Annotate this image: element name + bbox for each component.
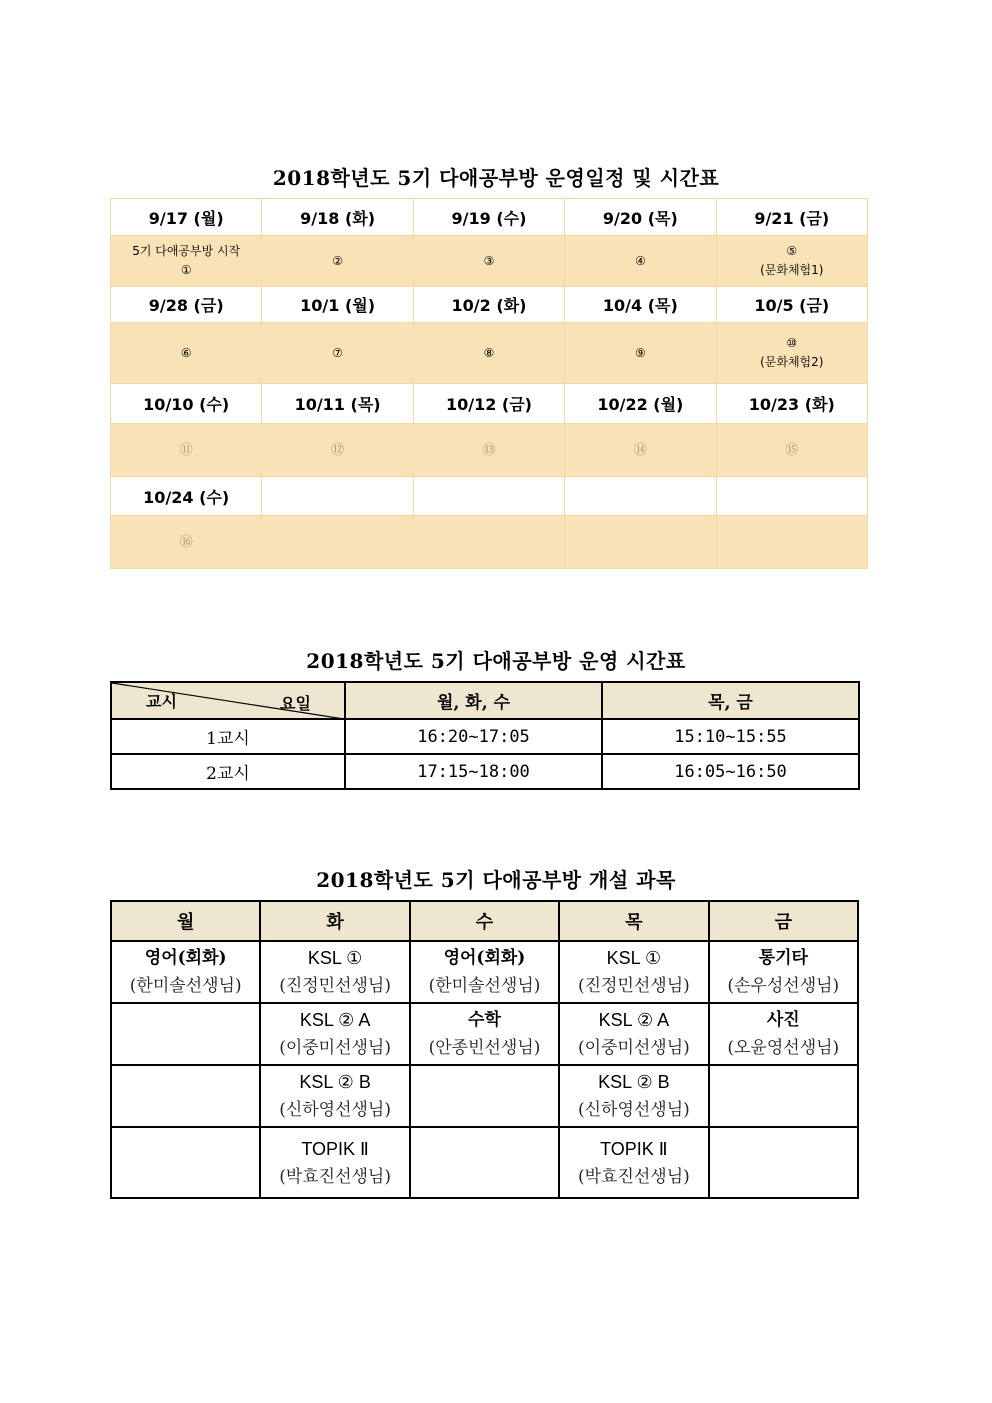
session-cell	[565, 424, 716, 477]
session-label: ⑬	[482, 442, 496, 458]
date-row	[111, 199, 868, 236]
teacher-name: (오윤영선생님)	[727, 1038, 840, 1058]
session-cell	[716, 424, 867, 477]
empty-subject-cell	[709, 1065, 858, 1127]
session-cell	[111, 424, 262, 477]
timetable-title: 2018학년도 5기 다애공부방 운영 시간표	[306, 649, 686, 673]
session-cell	[565, 236, 716, 287]
session-row	[111, 424, 868, 477]
session-label: (문화체험2)	[760, 355, 824, 369]
empty-date-cell	[716, 477, 867, 516]
session-label: ⑭	[633, 442, 647, 458]
session-cell	[565, 323, 716, 384]
teacher-name: (박효진선생님)	[279, 1166, 391, 1187]
session-label: ⑦	[332, 345, 343, 360]
teacher-name: (이중미선생님)	[577, 1038, 690, 1058]
day-header: 금	[709, 901, 858, 941]
session-label: ⑥	[180, 345, 192, 360]
session-cell	[413, 424, 564, 477]
session-row	[111, 236, 868, 287]
day-header: 목	[559, 901, 708, 941]
date-row	[111, 384, 868, 424]
subject-name: 사진	[766, 1010, 800, 1030]
empty-session-cell	[262, 516, 413, 569]
corner-label-period: 교시	[146, 692, 177, 711]
subject-cell	[410, 941, 559, 1003]
date-row	[111, 477, 868, 516]
subject-cell	[260, 941, 409, 1003]
subject-name: 수학	[468, 1010, 501, 1030]
empty-subject-cell	[410, 1127, 559, 1198]
subject-name: KSL ①	[606, 948, 662, 968]
subject-cell	[559, 1003, 708, 1065]
teacher-name: (신하영선생님)	[577, 1100, 690, 1120]
time-cell: 17:15~18:00	[345, 754, 602, 789]
date-row	[111, 287, 868, 323]
date-cell: 9/28 (금)	[111, 287, 262, 323]
session-row	[111, 323, 868, 384]
day-header-row	[111, 901, 858, 941]
session-label: ⑨	[634, 345, 646, 360]
session-cell	[262, 323, 413, 384]
subject-cell	[260, 1003, 409, 1065]
date-cell: 9/21 (금)	[716, 199, 867, 236]
schedule-title: 2018학년도 5기 다애공부방 운영일정 및 시간표	[272, 166, 720, 190]
session-label: 5기 다애공부방 시작	[132, 244, 241, 258]
session-label: ⑤	[786, 244, 798, 258]
session-cell	[111, 516, 262, 569]
session-label: ⑧	[483, 345, 495, 360]
date-cell: 9/20 (목)	[565, 199, 716, 236]
subject-cell	[559, 941, 708, 1003]
session-cell	[111, 323, 262, 384]
teacher-name: (한미솔선생님)	[428, 976, 541, 996]
teacher-name: (박효진선생님)	[577, 1166, 690, 1187]
subject-name: 영어(회화)	[443, 948, 526, 968]
date-cell: 10/24 (수)	[111, 477, 262, 516]
date-cell: 10/1 (월)	[262, 287, 413, 323]
subject-cell	[559, 1127, 708, 1198]
teacher-name: (신하영선생님)	[279, 1100, 391, 1120]
session-label: ③	[483, 253, 495, 268]
session-label: ⑩	[786, 336, 798, 350]
empty-subject-cell	[111, 1065, 260, 1127]
table-row	[111, 719, 859, 754]
date-cell: 9/19 (수)	[413, 199, 564, 236]
date-cell: 10/22 (월)	[565, 384, 716, 424]
session-cell	[716, 236, 867, 287]
session-row	[111, 516, 868, 569]
teacher-name: (한미솔선생님)	[129, 976, 242, 996]
empty-date-cell	[262, 477, 413, 516]
session-cell	[413, 323, 564, 384]
subject-name: TOPIK Ⅱ	[600, 1138, 668, 1159]
subject-name: TOPIK Ⅱ	[301, 1138, 369, 1159]
day-header: 화	[260, 901, 409, 941]
header-thu-fri: 목, 금	[602, 682, 859, 719]
period-cell: 1교시	[111, 719, 345, 754]
subject-name: 통기타	[758, 948, 808, 968]
date-cell: 10/12 (금)	[413, 384, 564, 424]
date-cell: 10/5 (금)	[716, 287, 867, 323]
time-cell: 15:10~15:55	[602, 719, 859, 754]
date-cell: 9/17 (월)	[111, 199, 262, 236]
subject-cell	[410, 1003, 559, 1065]
empty-session-cell	[716, 516, 867, 569]
session-cell	[413, 236, 564, 287]
session-label: ⑯	[179, 534, 193, 550]
session-label: ⑫	[331, 442, 345, 458]
table-row	[111, 754, 859, 789]
empty-subject-cell	[410, 1065, 559, 1127]
session-label: ⑪	[179, 442, 193, 458]
corner-header-cell	[111, 682, 345, 719]
session-cell	[716, 323, 867, 384]
empty-session-cell	[413, 516, 564, 569]
date-cell: 9/18 (화)	[262, 199, 413, 236]
date-cell: 10/11 (목)	[262, 384, 413, 424]
subject-cell	[559, 1065, 708, 1127]
subjects-title: 2018학년도 5기 다애공부방 개설 과목	[316, 868, 676, 892]
date-cell: 10/10 (수)	[111, 384, 262, 424]
teacher-name: (진정민선생님)	[577, 976, 690, 996]
session-cell	[262, 236, 413, 287]
period-cell: 2교시	[111, 754, 345, 789]
empty-date-cell	[565, 477, 716, 516]
subjects-table	[110, 900, 859, 1199]
session-label: (문화체험1)	[760, 263, 824, 277]
subject-name: KSL ② B	[598, 1072, 670, 1092]
session-cell	[262, 424, 413, 477]
day-header: 수	[410, 901, 559, 941]
subject-row	[111, 1003, 858, 1065]
empty-session-cell	[565, 516, 716, 569]
teacher-name: (안종빈선생님)	[428, 1038, 541, 1058]
day-header: 월	[111, 901, 260, 941]
subject-name: KSL ② A	[598, 1010, 670, 1030]
subject-cell	[260, 1127, 409, 1198]
subject-cell	[260, 1065, 409, 1127]
subject-cell	[111, 941, 260, 1003]
session-cell	[111, 236, 262, 287]
subject-name: KSL ② A	[299, 1010, 371, 1030]
header-mon-tue-wed: 월, 화, 수	[345, 682, 602, 719]
subject-row	[111, 1127, 858, 1198]
date-cell: 10/2 (화)	[413, 287, 564, 323]
teacher-name: (이중미선생님)	[279, 1038, 391, 1058]
date-cell: 10/4 (목)	[565, 287, 716, 323]
timetable-table	[110, 681, 860, 790]
subject-name: KSL ①	[307, 948, 363, 968]
subject-name: 영어(회화)	[144, 948, 227, 968]
session-label: ①	[180, 263, 192, 277]
teacher-name: (진정민선생님)	[279, 976, 391, 996]
session-label: ⑮	[785, 442, 799, 458]
subject-cell	[709, 941, 858, 1003]
empty-date-cell	[413, 477, 564, 516]
schedule-table	[110, 198, 868, 569]
session-label: ④	[634, 253, 646, 268]
subject-row	[111, 1065, 858, 1127]
empty-subject-cell	[111, 1003, 260, 1065]
date-cell: 10/23 (화)	[716, 384, 867, 424]
corner-label-day: 요일	[280, 694, 311, 713]
time-cell: 16:20~17:05	[345, 719, 602, 754]
subject-name: KSL ② B	[299, 1072, 371, 1092]
empty-subject-cell	[111, 1127, 260, 1198]
teacher-name: (손우성선생님)	[727, 976, 840, 996]
session-label: ②	[332, 253, 343, 268]
time-cell: 16:05~16:50	[602, 754, 859, 789]
subject-row	[111, 941, 858, 1003]
subject-cell	[709, 1003, 858, 1065]
empty-subject-cell	[709, 1127, 858, 1198]
